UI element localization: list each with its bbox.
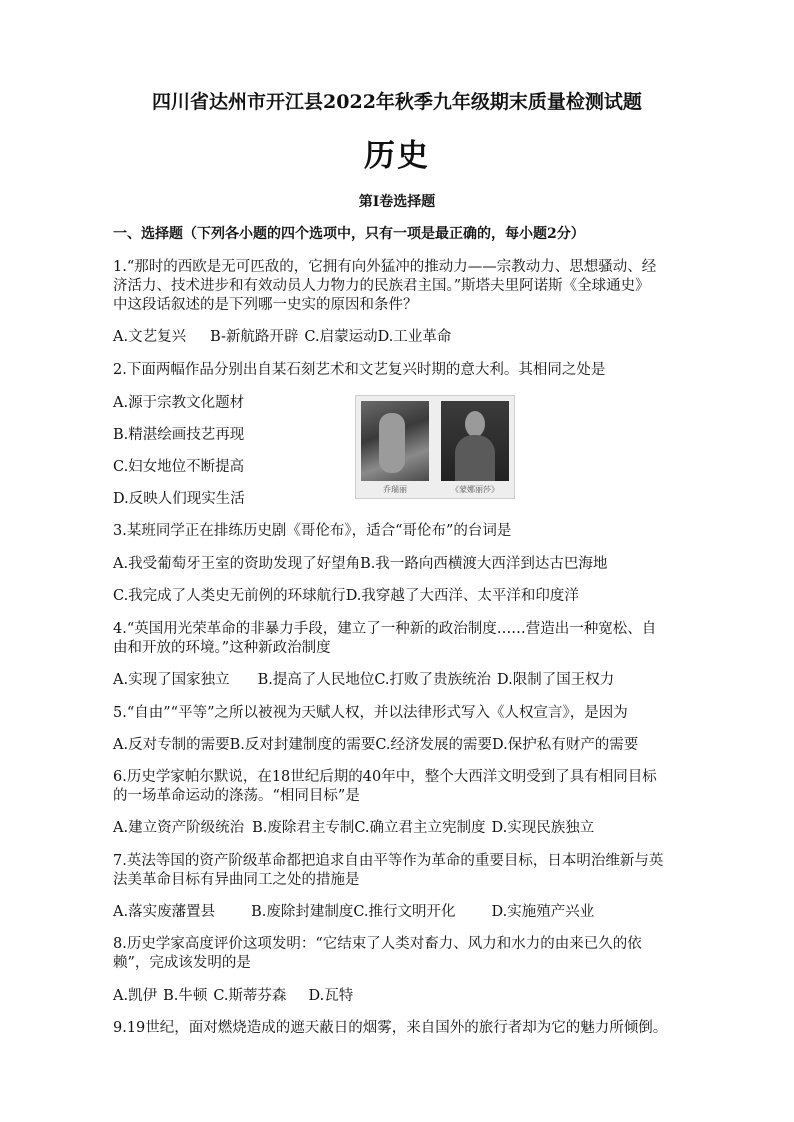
- q7-option-b: B.废除封建制度: [251, 904, 354, 920]
- section-heading: 一、选择题（下列各小题的四个选项中，只有一项是最正确的，每小题2分）: [113, 226, 585, 242]
- q3-option-b: B.我一路向西横渡大西洋到达古巴海地: [360, 556, 608, 572]
- q8-stem-line-2: 赖”，完成该发明的是: [113, 955, 251, 971]
- q5-stem: 5.“自由”“平等”之所以被视为天赋人权，并以法律形式写入《人权宣言》，是因为: [113, 705, 628, 721]
- q1-option-b: B-新航路开辟: [210, 329, 299, 345]
- q6-option-c: C.确立君主立宪制度: [354, 820, 486, 836]
- q3-option-d: D.我穿越了大西洋、太平洋和印度洋: [345, 588, 579, 604]
- mona-lisa-caption: 《蒙娜丽莎》: [451, 485, 499, 494]
- q3-options-row-1: [113, 554, 607, 574]
- q3-stem: 3.某班同学正在排练历史剧《哥伦布》，适合“哥伦布”的台词是: [113, 523, 512, 539]
- q7-option-c: C.推行文明开化: [353, 904, 456, 920]
- q4-option-a: A.实现了国家独立: [113, 672, 230, 688]
- q2-option-d: D.反映人们现实生活: [113, 491, 245, 507]
- q4-stem-line-2: 由和开放的环境。”这种新政治制度: [113, 640, 331, 656]
- q8-option-b: B.牛顿: [163, 988, 208, 1004]
- q2-option-a: A.源于宗教文化题材: [113, 395, 245, 411]
- q7-options: [113, 902, 594, 922]
- q2-option-c: C.妇女地位不断提高: [113, 459, 245, 475]
- q1-option-c: C.启蒙运动: [304, 329, 378, 345]
- q1-options: [113, 327, 451, 347]
- q5-option-d: D.保护私有财产的需要: [492, 737, 639, 753]
- q2-stem: 2.下面两幅作品分别出自某石刻艺术和文艺复兴时期的意大利。其相同之处是: [113, 362, 606, 378]
- q1-stem-line-3: 中这段话叙述的是下列哪一史实的原因和条件？: [113, 297, 418, 313]
- q8-stem-line-1: 8.历史学家高度评价这项发明：“它结束了人类对畜力、风力和水力的由来已久的依: [113, 936, 642, 952]
- q4-stem-line-1: 4.“英国用光荣革命的非暴力手段，建立了一种新的政治制度……营造出一种宽松、自: [113, 621, 657, 637]
- q5-option-c: C.经济发展的需要: [375, 737, 493, 753]
- q8-option-a: A.凯伊: [113, 988, 158, 1004]
- q4-option-d: D.限制了国王权力: [497, 672, 615, 688]
- q4-option-c: C.打败了贵族统治: [374, 672, 492, 688]
- volume-title: 第Ⅰ卷选择题: [358, 194, 436, 210]
- q2-option-b: B.精湛绘画技艺再现: [113, 427, 245, 443]
- q6-stem-line-2: 的一场革命运动的涤荡。“相同目标”是: [113, 788, 360, 804]
- mona-lisa-image: [441, 401, 509, 481]
- q7-option-d: D.实施殖产兴业: [491, 904, 595, 920]
- q8-option-d: D.瓦特: [308, 988, 354, 1004]
- q7-stem-line-2: 法美革命目标有异曲同工之处的措施是: [113, 872, 360, 888]
- q6-options: [113, 818, 594, 838]
- q1-option-a: A.文艺复兴: [113, 329, 187, 345]
- q1-option-d: D.工业革命: [377, 329, 452, 345]
- stone-carving-caption: 乔瑞丽: [383, 485, 407, 494]
- q5-option-b: B.反对封建制度的需要: [229, 737, 376, 753]
- q6-option-d: D.实现民族独立: [491, 820, 595, 836]
- q7-option-a: A.落实废藩置县: [113, 904, 216, 920]
- q4-options: [113, 670, 614, 690]
- subject-title: 历史: [364, 138, 430, 174]
- q8-option-c: C.斯蒂芬森: [213, 988, 287, 1004]
- q3-option-a: A.我受葡萄牙王室的资助发现了好望角: [113, 556, 361, 572]
- q6-option-a: A.建立资产阶级统治: [113, 820, 245, 836]
- q5-option-a: A.反对专制的需要: [113, 737, 230, 753]
- q5-options: [113, 735, 638, 755]
- q2-artwork-figure: [355, 395, 515, 499]
- q4-option-b: B.提高了人民地位: [257, 672, 375, 688]
- q1-stem-line-2: 济活力、技术进步和有效动员人力物力的民族君主国。”斯塔夫里阿诺斯《全球通史》: [113, 278, 650, 294]
- q7-stem-line-1: 7.英法等国的资产阶级革命都把追求自由平等作为革命的重要目标，日本明治维新与英: [113, 853, 664, 869]
- q3-options-row-2: [113, 586, 579, 606]
- q6-stem-line-1: 6.历史学家帕尔默说，在18世纪后期的40年中，整个大西洋文明受到了具有相同目标: [113, 769, 657, 785]
- q3-option-c: C.我完成了人类史无前例的环球航行: [113, 588, 346, 604]
- q8-options: [113, 986, 353, 1006]
- q9-stem: 9.19世纪，面对燃烧造成的遮天蔽日的烟雾，来自国外的旅行者却为它的魅力所倾倒。: [113, 1020, 668, 1036]
- stone-carving-image: [361, 401, 429, 481]
- q1-stem-line-1: 1.“那时的西欧是无可匹敌的，它拥有向外猛冲的推动力——宗教动力、思想骚动、经: [113, 259, 657, 275]
- q6-option-b: B.废除君主专制: [252, 820, 355, 836]
- exam-title: 四川省达州市开江县2022年秋季九年级期末质量检测试题: [152, 91, 642, 113]
